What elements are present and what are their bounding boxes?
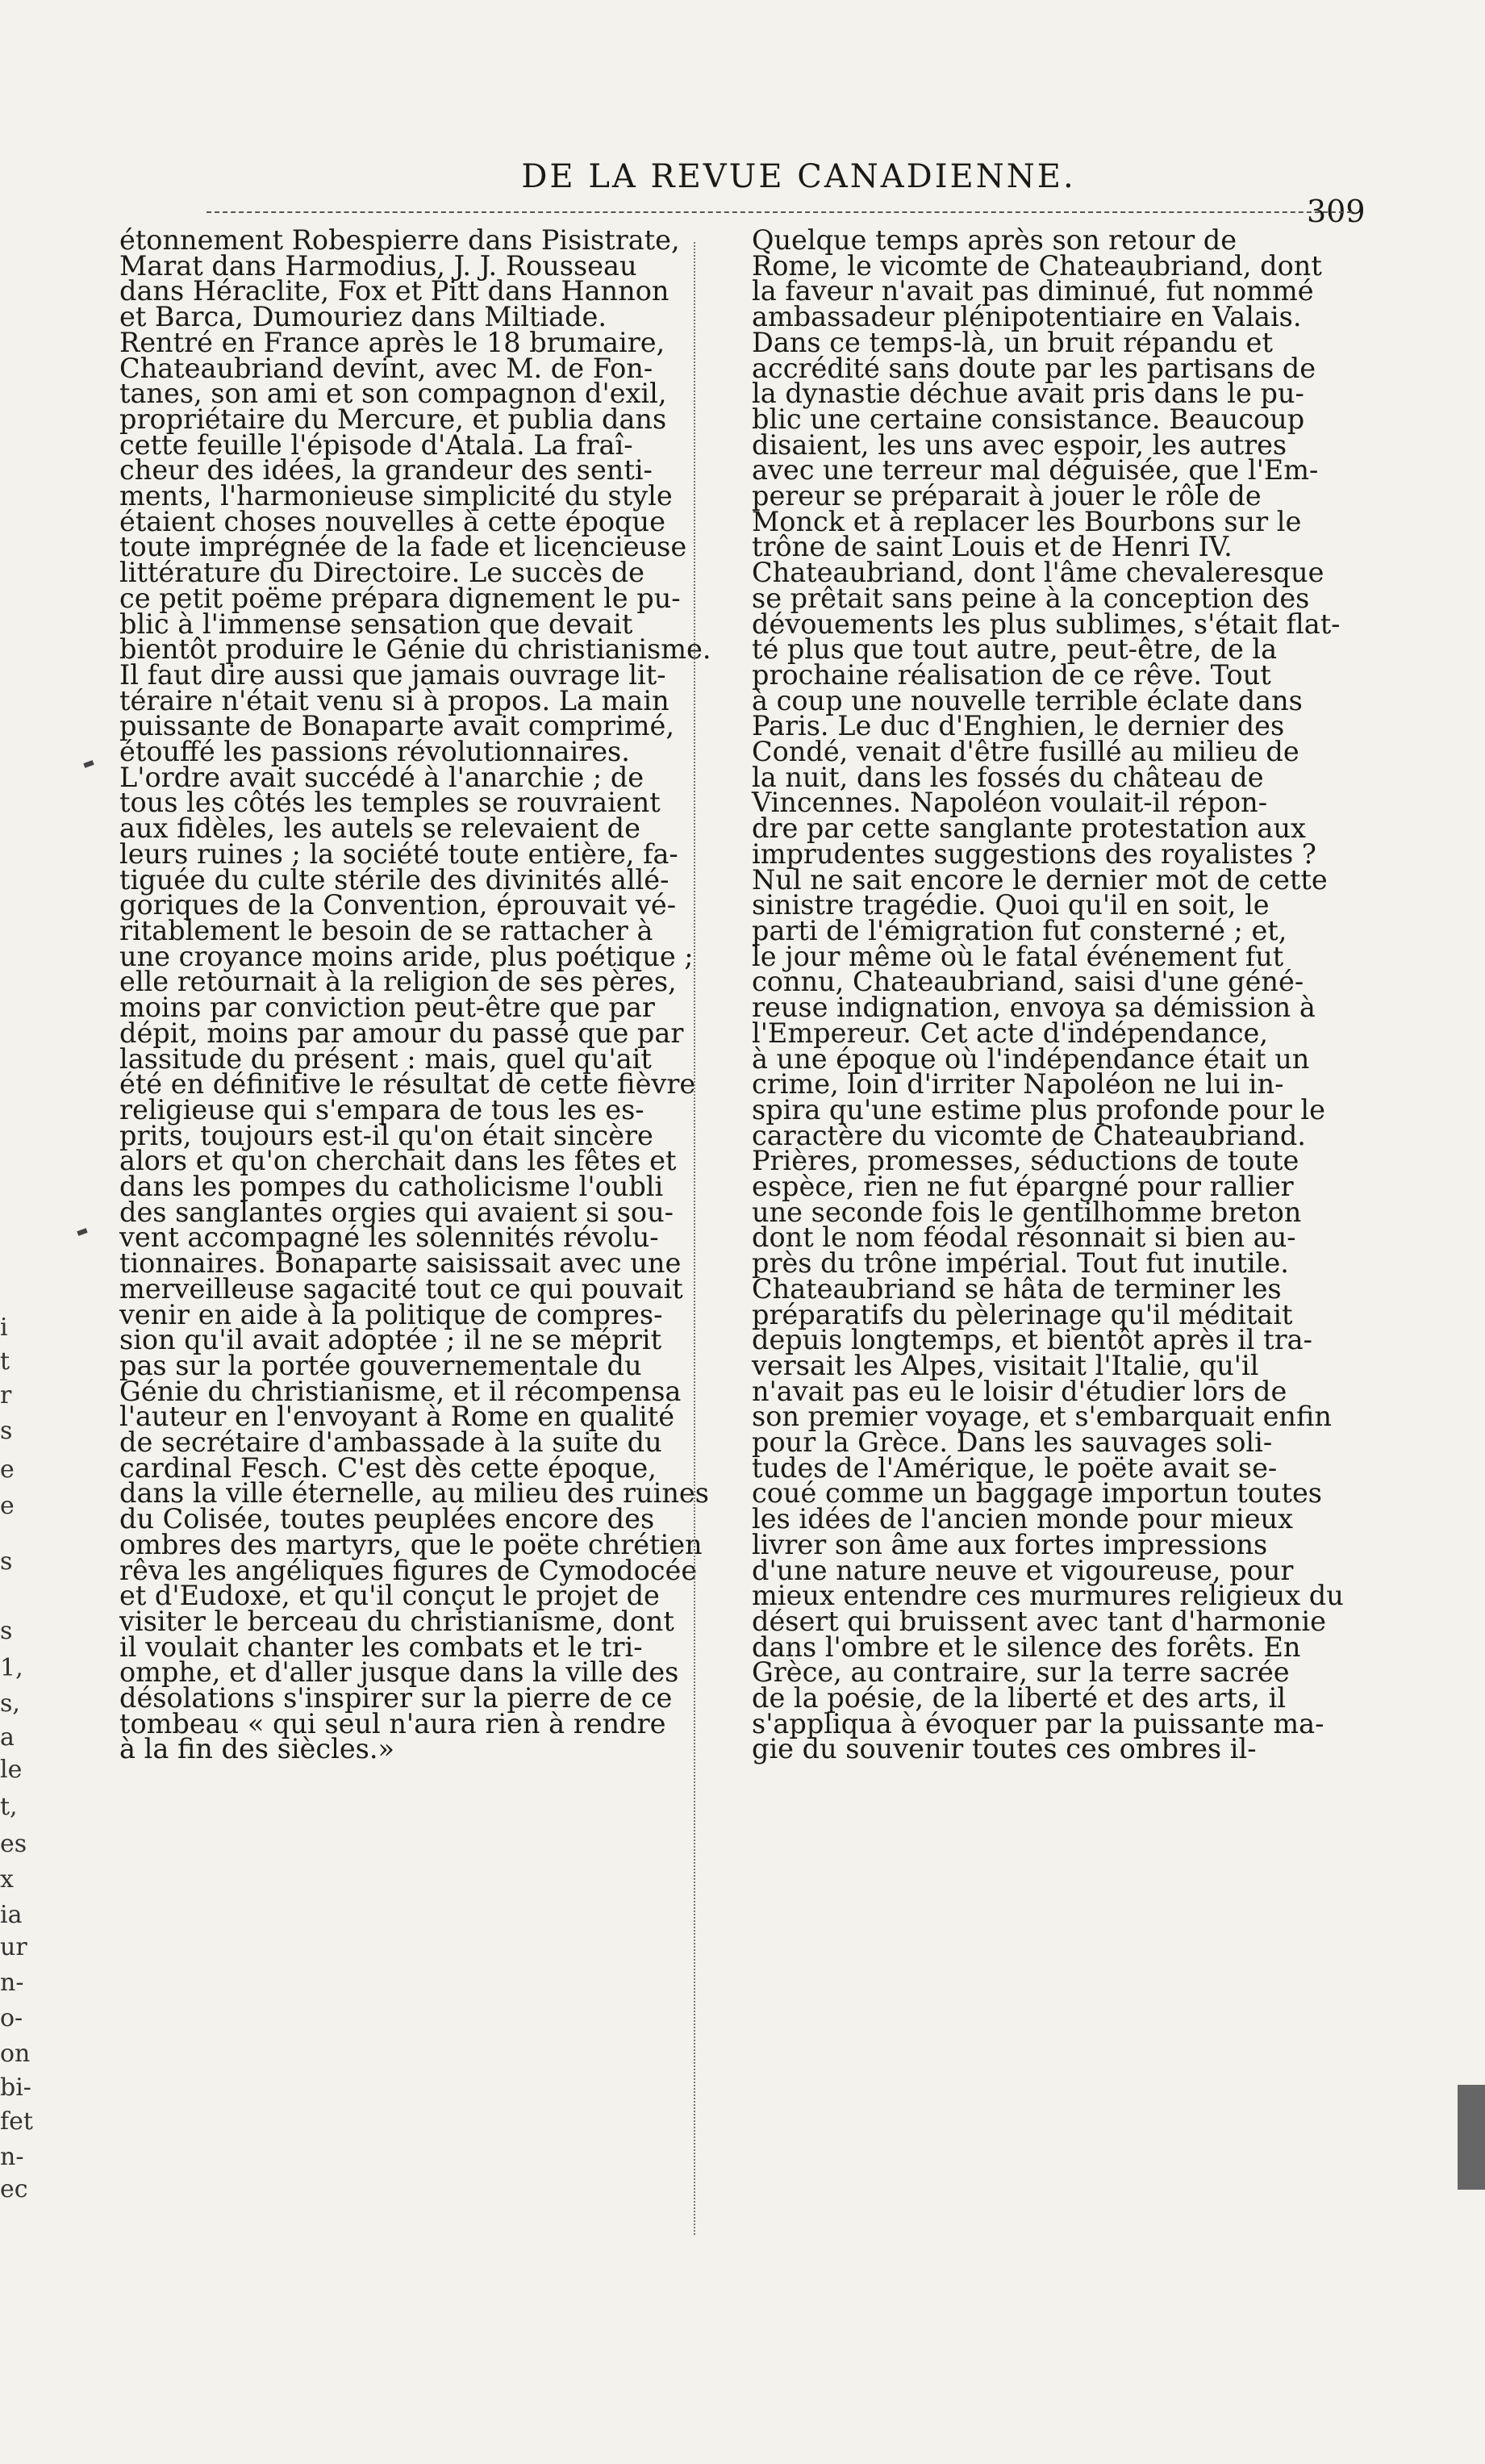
- text-line: désolations s'inspirer sur la pierre de ce: [119, 1682, 673, 1714]
- text-line: caractère du vicomte de Chateaubriand.: [752, 1119, 1306, 1151]
- text-line: rêva les angéliques figures de Cymodocée: [119, 1554, 698, 1586]
- text-line: dévouements les plus sublimes, s'était flat-: [752, 608, 1341, 640]
- text-line: Nul ne sait encore le dernier mot de cette: [752, 863, 1328, 896]
- text-line: Paris. Le duc d'Enghien, le dernier des: [752, 710, 1285, 742]
- text-line: sinistre tragédie. Quoi qu'il en soit, le: [752, 889, 1270, 921]
- column-divider: [694, 242, 695, 2235]
- right-text-column: [752, 224, 1344, 1765]
- text-line: versait les Alpes, visitait l'Italie, qu'il: [752, 1349, 1259, 1381]
- text-line: une seconde fois le gentilhomme breton: [752, 1196, 1302, 1228]
- running-title: DE LA REVUE CANADIENNE.: [521, 158, 1076, 195]
- margin-fragment: s: [0, 1417, 13, 1445]
- margin-fragment: on: [0, 2040, 31, 2068]
- margin-fragment: le: [0, 1756, 23, 1784]
- text-line: et d'Eudoxe, et qu'il conçut le projet de: [119, 1580, 660, 1612]
- text-line: gie du souvenir toutes ces ombres il-: [752, 1733, 1257, 1765]
- text-line: prits, toujours est-il qu'on était sincère: [119, 1119, 653, 1151]
- text-line: pas sur la portée gouvernementale du: [119, 1349, 642, 1381]
- text-line: té plus que tout autre, peut-être, de la: [752, 633, 1278, 666]
- text-line: à coup une nouvelle terrible éclate dans: [752, 684, 1303, 716]
- text-line: ritablement le besoin de se rattacher à: [119, 914, 653, 946]
- text-line: dans Héraclite, Fox et Pitt dans Hannon: [119, 275, 670, 307]
- text-line: toute imprégnée de la fade et licencieuse: [119, 531, 687, 563]
- margin-fragment: n-: [0, 1969, 24, 1997]
- text-line: Dans ce temps-là, un bruit répandu et: [752, 326, 1273, 358]
- margin-fragment: a: [0, 1723, 15, 1752]
- text-line: dont le nom féodal résonnait si bien au-: [752, 1222, 1296, 1254]
- text-line: près du trône impérial. Tout fut inutile.: [752, 1247, 1289, 1280]
- text-line: été en définitive le résultat de cette fièvre: [119, 1068, 696, 1100]
- text-line: dépit, moins par amour du passé que par: [119, 1017, 684, 1049]
- text-line: bientôt produire le Génie du christianisme.: [119, 633, 711, 666]
- text-line: blic une certaine consistance. Beaucoup: [752, 403, 1305, 435]
- text-line: goriques de la Convention, éprouvait vé-: [119, 889, 677, 921]
- text-line: du Colisée, toutes peuplées encore des: [119, 1503, 655, 1535]
- margin-fragment: t,: [0, 1793, 18, 1821]
- text-line: des sanglantes orgies qui avaient si sou-: [119, 1196, 674, 1228]
- text-line: tiguée du culte stérile des divinités allé-: [119, 863, 670, 896]
- text-line: aux fidèles, les autels se relevaient de: [119, 812, 640, 845]
- text-line: Vincennes. Napoléon voulait-il répon-: [752, 787, 1268, 819]
- text-line: crime, loin d'irriter Napoléon ne lui in-: [752, 1068, 1284, 1100]
- text-line: merveilleuse sagacité tout ce qui pouvait: [119, 1272, 683, 1305]
- text-line: ce petit poëme prépara dignement le pu-: [119, 582, 681, 614]
- text-line: tous les côtés les temples se rouvraient: [119, 787, 661, 819]
- header-rule: [206, 211, 1352, 213]
- margin-fragment: e: [0, 1492, 15, 1520]
- text-line: espèce, rien ne fut épargné pour rallier: [752, 1171, 1294, 1203]
- margin-fragment: n-: [0, 2143, 24, 2171]
- text-line: omphe, et d'aller jusque dans la ville des: [119, 1656, 679, 1689]
- text-line: l'Empereur. Cet acte d'indépendance,: [752, 1017, 1268, 1049]
- text-line: à une époque où l'indépendance était un: [752, 1042, 1310, 1075]
- text-line: la dynastie déchue avait pris dans le pu-: [752, 378, 1304, 410]
- text-line: Quelque temps après son retour de: [752, 224, 1237, 256]
- margin-fragment: x: [0, 1865, 14, 1894]
- margin-fragment: ec: [0, 2175, 28, 2203]
- text-line: Rentré en France après le 18 brumaire,: [119, 326, 665, 358]
- margin-fragment: s: [0, 1547, 13, 1576]
- text-line: tudes de l'Amérique, le poëte avait se-: [752, 1451, 1278, 1484]
- text-line: il voulait chanter les combats et le tri-: [119, 1631, 643, 1663]
- text-line: visiter le berceau du christianisme, dont: [119, 1605, 674, 1637]
- text-line: spira qu'une estime plus profonde pour le: [752, 1093, 1325, 1126]
- text-line: accrédité sans doute par les partisans de: [752, 352, 1316, 384]
- text-line: tombeau « qui seul n'aura rien à rendre: [119, 1707, 666, 1739]
- text-line: n'avait pas eu le loisir d'étudier lors de: [752, 1375, 1287, 1407]
- text-line: dans les pompes du catholicisme l'oubli: [119, 1171, 664, 1203]
- text-line: connu, Chateaubriand, saisi d'une géné-: [752, 966, 1304, 998]
- text-line: Il faut dire aussi que jamais ouvrage lit-: [119, 658, 666, 691]
- text-line: Chateaubriand devint, avec M. de Fon-: [119, 352, 653, 384]
- text-line: Chateaubriand, dont l'âme chevaleresque: [752, 557, 1324, 589]
- page-number: 309: [1307, 194, 1366, 229]
- text-line: Chateaubriand se hâta de terminer les: [752, 1272, 1282, 1305]
- text-line: tanes, son ami et son compagnon d'exil,: [119, 378, 667, 410]
- text-line: mieux entendre ces murmures religieux du: [752, 1580, 1344, 1612]
- text-line: Rome, le vicomte de Chateaubriand, dont: [752, 249, 1322, 282]
- text-line: pour la Grèce. Dans les sauvages soli-: [752, 1426, 1273, 1459]
- margin-fragment: o-: [0, 2004, 23, 2032]
- text-line: étonnement Robespierre dans Pisistrate,: [119, 224, 680, 256]
- edge-mark: [1458, 2085, 1485, 2190]
- text-line: vent accompagné les solennités révolu-: [119, 1222, 659, 1254]
- text-line: parti de l'émigration fut consterné ; et,: [752, 914, 1287, 946]
- text-line: préparatifs du pèlerinage qu'il méditait: [752, 1298, 1293, 1330]
- text-line: L'ordre avait succédé à l'anarchie ; de: [119, 761, 644, 793]
- text-line: se prêtait sans peine à la conception des: [752, 582, 1310, 614]
- text-line: Condé, venait d'être fusillé au milieu de: [752, 736, 1299, 768]
- text-line: puissante de Bonaparte avait comprimé,: [119, 710, 675, 742]
- left-text-column: [119, 224, 765, 1765]
- text-line: moins par conviction peut-être que par: [119, 992, 655, 1024]
- text-line: la nuit, dans les fossés du château de: [752, 761, 1264, 793]
- text-line: cardinal Fesch. C'est dès cette époque,: [119, 1451, 657, 1484]
- text-line: Marat dans Harmodius, J. J. Rousseau: [119, 249, 637, 282]
- text-line: elle retournait à la religion de ses pères,: [119, 966, 677, 998]
- text-line: Monck et à replacer les Bourbons sur le: [752, 505, 1302, 537]
- text-line: la faveur n'avait pas diminué, fut nommé: [752, 275, 1314, 307]
- margin-fragment: e: [0, 1455, 15, 1484]
- margin-fragment: bi-: [0, 2074, 31, 2102]
- text-line: religieuse qui s'empara de tous les es-: [119, 1093, 644, 1126]
- margin-fragment: fet: [0, 2107, 33, 2136]
- text-line: dans l'ombre et le silence des forêts. En: [752, 1631, 1301, 1663]
- margin-fragment: i: [0, 1313, 8, 1342]
- text-line: tionnaires. Bonaparte saisissait avec une: [119, 1247, 682, 1280]
- text-line: propriétaire du Mercure, et publia dans: [119, 403, 667, 435]
- text-line: ments, l'harmonieuse simplicité du style: [119, 480, 673, 512]
- text-line: prochaine réalisation de ce rêve. Tout: [752, 658, 1271, 691]
- text-line: dans la ville éternelle, au milieu des ruines: [119, 1477, 709, 1510]
- text-line: disaient, les uns avec espoir, les autres: [752, 428, 1287, 461]
- text-line: une croyance moins aride, plus poétique ;: [119, 940, 694, 972]
- text-line: sion qu'il avait adoptée ; il ne se méprit: [119, 1324, 662, 1356]
- text-line: de la poésie, de la liberté et des arts, il: [752, 1682, 1287, 1714]
- margin-fragment: s,: [0, 1689, 20, 1718]
- text-line: cheur des idées, la grandeur des senti-: [119, 454, 653, 487]
- text-line: ombres des martyrs, que le poëte chrétien: [119, 1528, 703, 1560]
- ink-speck: [77, 1228, 87, 1236]
- text-line: cette feuille l'épisode d'Atala. La fraî-: [119, 428, 633, 461]
- text-line: à la fin des siècles.»: [119, 1733, 395, 1765]
- margin-fragment: t: [0, 1347, 10, 1376]
- text-line: Prières, promesses, séductions de toute: [752, 1145, 1299, 1177]
- text-line: pereur se préparait à jouer le rôle de: [752, 480, 1262, 512]
- text-line: lassitude du présent : mais, quel qu'ait: [119, 1042, 652, 1075]
- text-line: Grèce, au contraire, sur la terre sacrée: [752, 1656, 1290, 1689]
- text-line: trône de saint Louis et de Henri IV.: [752, 531, 1233, 563]
- text-line: livrer son âme aux fortes impressions: [752, 1528, 1268, 1560]
- margin-fragment: ia: [0, 1901, 23, 1929]
- text-line: alors et qu'on cherchait dans les fêtes et: [119, 1145, 677, 1177]
- text-line: dre par cette sanglante protestation aux: [752, 812, 1306, 845]
- text-line: les idées de l'ancien monde pour mieux: [752, 1503, 1293, 1535]
- text-line: d'une nature neuve et vigoureuse, pour: [752, 1554, 1294, 1586]
- text-line: ambassadeur plénipotentiaire en Valais.: [752, 301, 1302, 333]
- text-line: littérature du Directoire. Le succès de: [119, 557, 644, 589]
- margin-fragment: s: [0, 1617, 13, 1645]
- text-line: reuse indignation, envoya sa démission à: [752, 992, 1316, 1024]
- margin-fragment: 1,: [0, 1654, 23, 1682]
- text-line: coué comme un baggage importun toutes: [752, 1477, 1322, 1510]
- ink-speck: [83, 760, 94, 768]
- text-line: avec une terreur mal déguisée, que l'Em-: [752, 454, 1319, 487]
- text-line: étaient choses nouvelles à cette époque: [119, 505, 665, 537]
- text-line: l'auteur en l'envoyant à Rome en qualité: [119, 1401, 675, 1433]
- text-line: étouffé les passions révolutionnaires.: [119, 736, 630, 768]
- text-line: et Barca, Dumouriez dans Miltiade.: [119, 301, 607, 333]
- text-line: blic à l'immense sensation que devait: [119, 608, 633, 640]
- text-line: son premier voyage, et s'embarquait enfin: [752, 1401, 1332, 1433]
- text-line: s'appliqua à évoquer par la puissante ma-: [752, 1707, 1324, 1739]
- margin-fragment: es: [0, 1830, 27, 1858]
- margin-fragment: r: [0, 1381, 12, 1409]
- text-line: téraire n'était venu si à propos. La main: [119, 684, 670, 716]
- text-line: imprudentes suggestions des royalistes ?: [752, 837, 1316, 870]
- text-line: le jour même où le fatal événement fut: [752, 940, 1284, 972]
- text-line: venir en aide à la politique de compres-: [119, 1298, 663, 1330]
- text-line: leurs ruines ; la société toute entière, fa-: [119, 837, 678, 870]
- margin-fragment: ur: [0, 1933, 27, 1961]
- text-line: de secrétaire d'ambassade à la suite du: [119, 1426, 662, 1459]
- text-line: désert qui bruissent avec tant d'harmonie: [752, 1605, 1326, 1637]
- text-line: depuis longtemps, et bientôt après il tra-: [752, 1324, 1312, 1356]
- text-line: Génie du christianisme, et il récompensa: [119, 1375, 682, 1407]
